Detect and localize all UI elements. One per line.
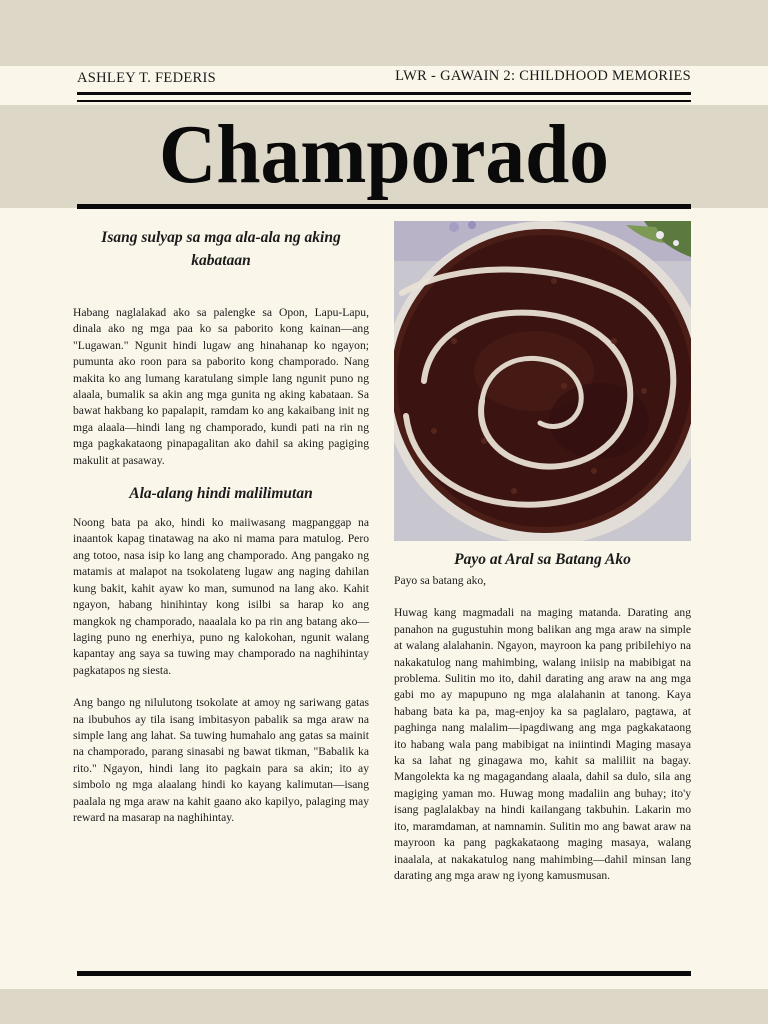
paragraph-market-visit: Habang naglalakad ako sa palengke sa Opon, Lapu-Lapu, dinala ako ng mga paa ko sa paborito kong kainan—ang "Lugawan." Ngunit hindi lugaw ang hinahanap ko ngayon; pumunta ako roon para sa paborito kong champorado. Nang makita ko ang lumang karatulang simple lang ngunit puno ng alaala, bumalik sa akin ang mga gunita ng aking kabataan. Sa bawat hakbang ko papalapit, ramdam ko ang kakaibang init ng mga alaala—hindi lang ng champorado, kundi pati na rin ng mga pagkakataong pinapagalitan ako dahil sa aking pagiging makulit at pasaway. <box>73 306 369 467</box>
left-column <box>73 226 369 826</box>
salutation: Payo sa batang ako, <box>394 574 487 587</box>
section-heading-memories: Ala-alang hindi malilimutan <box>129 485 313 503</box>
masthead-rule <box>77 204 691 209</box>
header-rule-thin <box>77 100 691 102</box>
masthead-title <box>149 108 619 200</box>
right-column <box>394 548 691 884</box>
masthead <box>0 104 768 204</box>
masthead-title-text: Champorado <box>159 108 609 200</box>
footer-rule <box>77 971 691 976</box>
top-band <box>0 0 768 66</box>
header-rule-thick <box>77 92 691 95</box>
paragraph-childhood-nap: Noong bata pa ako, hindi ko maiiwasang magpanggap na inaantok kapag tinatawag na ako ni mama para matulog. Pero ang totoo, nasa isip ko lang ang champorado. Ang pangako ng matamis at malapot na tsokolateng lugaw ang naging dahilan kung bakit, kahit ayaw ko man, sumunod na lang ako. Kahit ngayon, habang hinihintay kong isilbi sa harap ko ang mangkok ng champorado, naaalala ko pa rin ang batang ako—laging puno ng enerhiya, puno ng kalokohan, ngunit walang kapantay ang saya sa tuwing may champorado na naghihintay pagkatapos ng siesta. <box>73 516 369 677</box>
bottom-band <box>0 989 768 1024</box>
author-name: ASHLEY T. FEDERIS <box>77 70 216 86</box>
activity-title: LWR - GAWAIN 2: CHILDHOOD MEMORIES <box>395 68 691 84</box>
paragraph-advice: Huwag kang magmadali na maging matanda. Darating ang panahon na gugustuhin mong balikan ang mga araw na simple at walang alalahanin. Ngayon, mayroon ka pang pribilehiyo na nakakatulog nang mahimbing, walang iniisip na mabibigat na problema. Sulitin mo ito, dahil darating ang araw na ang mga gabi mo ay mapupuno ng mga alalahanin at tanong. Kaya habang bata ka pa, mag-enjoy ka sa paglalaro, pagtawa, at paghinga nang malalim—ipagdiwang ang mga pagkakataong ito habang wala pang mabibigat na iniintindi Maging masaya ka sa lahat ng ginagawa mo, kahit sa maliliit na bagay. Mangolekta ka ng magagandang alaala, dahil sa dulo, sila ang magiging yaman mo. Huwag mong madaliin ang buhay; ito'y isang paglalakbay na hindi kailangang takbuhin. Lakarin mo ito, maramdaman, at namnamin. Sulitin mo ang bawat araw na mayroon ka pang pagkakataong maging masaya, walang inaalala, at nakakatulog nang mahimbing—dahil minsan lang darating ang mga araw ng iyong kamusmusan. <box>394 606 691 882</box>
paragraph-aroma: Ang bango ng nilulutong tsokolate at amoy ng sariwang gatas na ibubuhos ay tila isang imbitasyon pabalik sa mga araw na simple lang ang lahat. Sa tuwing humahalo ang gatas sa mainit na champorado, parang sinasabi ng bawat tikman, "Babalik ka rito." Ngayon, hindi lang ito pagkain para sa akin; ito ay simbolo ng mga alaalang hindi ko kayang kalimutan—isang paalala ng mga araw na kahit gaano ako kapilyo, palaging may reward na masarap na naghihintay. <box>73 696 369 824</box>
champorado-photo <box>394 221 691 541</box>
section-heading-advice: Payo at Aral sa Batang Ako <box>454 551 631 568</box>
section-heading-glimpse: Isang sulyap sa mga ala-ala ng aking kabataan <box>101 229 341 269</box>
